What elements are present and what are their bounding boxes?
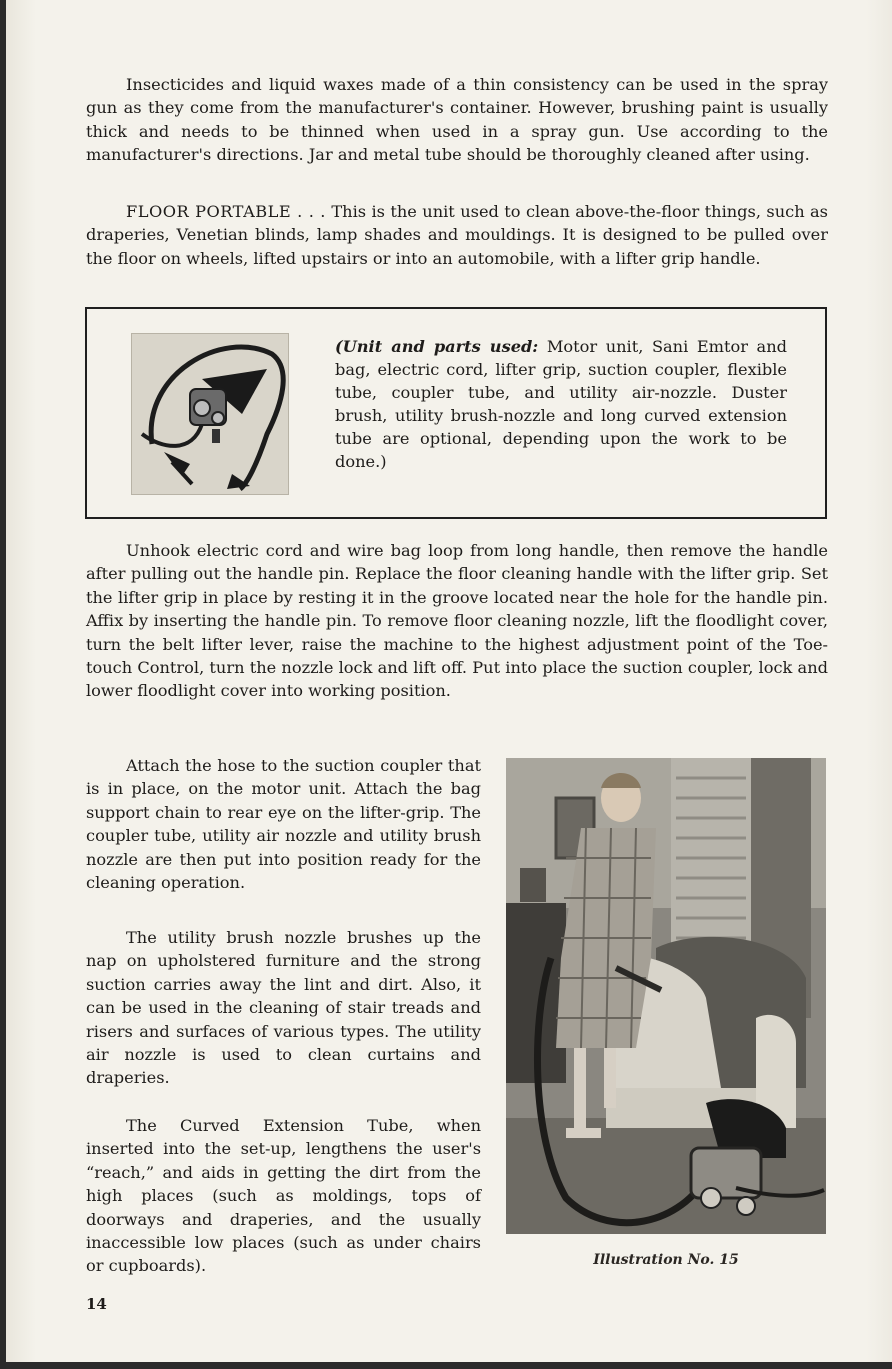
woman-cleaning-chair-photo — [506, 758, 826, 1234]
parts-used-list: Motor unit, Sani Emtor and bag, electric cord, lifter grip, suction coupler, flexible tube, coupler tube, and utility air-nozzle. Duster brush, utility brush-nozzle and long curved extension tube are optional, depending upon the work to be done.) — [335, 337, 787, 471]
parts-used-text — [335, 335, 787, 473]
floor-portable-paragraph — [86, 200, 828, 270]
utility-brush-paragraph: The utility brush nozzle brushes up the nap on upholstered furniture and the strong suction carries away the lint and dirt. Also, it can be used in the cleaning of stair treads and risers and surfaces of various types. The utility air nozzle is used to clean curtains and draperies. — [86, 928, 481, 1088]
page-bottom-edge — [6, 1362, 892, 1369]
curved-tube-paragraph: The Curved Extension Tube, when inserted into the set-up, lengthens the user's “reach,” and aids in getting the dirt from the high places (such as moldings, tops of doorways and draperies, and the usually inaccessible low places (such as under chairs or cupboards). — [86, 1116, 481, 1276]
parts-used-box — [85, 307, 827, 519]
floor-portable-body: This is the unit used to clean above-the-floor things, such as draperies, Venetian blinds, lamp shades and mouldings. It is designed to be pulled over the floor on wheels, lifted upstairs or into an automobile, with a lifter grip handle. — [86, 202, 828, 268]
unhook-paragraph: Unhook electric cord and wire bag loop from long handle, then remove the handle after pulling out the handle pin. Replace the floor cleaning handle with the lifter grip. Set the lifter grip in place by resting it in the groove located near the hole for the handle pin. Affix by inserting the handle pin. To remove floor cleaning nozzle, lift the floodlight cover, turn the belt lifter lever, raise the machine to the highest adjustment point of the Toe-touch Control, turn the nozzle lock and lift off. Put into place the suction coupler, lock and lower floodlight cover into working position. — [86, 541, 828, 701]
illustration-photo — [506, 758, 826, 1234]
attach-hose-paragraph: Attach the hose to the suction coupler that is in place, on the motor unit. Attach the bag support chain to rear eye on the lifter-grip. The coupler tube, utility air nozzle and utility brush nozzle are then put into position ready for the cleaning operation. — [86, 756, 481, 893]
vacuum-parts-drawing — [132, 334, 288, 494]
vacuum-parts-photo — [131, 333, 289, 495]
floor-portable-heading: FLOOR PORTABLE . . . — [126, 202, 326, 221]
parts-used-label: (Unit and parts used: — [335, 337, 539, 356]
page-number: 14 — [86, 1295, 107, 1313]
spray-gun-paragraph: Insecticides and liquid waxes made of a thin consistency can be used in the spray gun as they come from the manufacturer's container. However, brushing paint is usually thick and needs to be thinned when used in a spray gun. Use according to the manufacturer's directions. Jar and metal tube should be thoroughly cleaned after using. — [86, 75, 828, 165]
illustration-caption: Illustration No. 15 — [593, 1252, 739, 1268]
